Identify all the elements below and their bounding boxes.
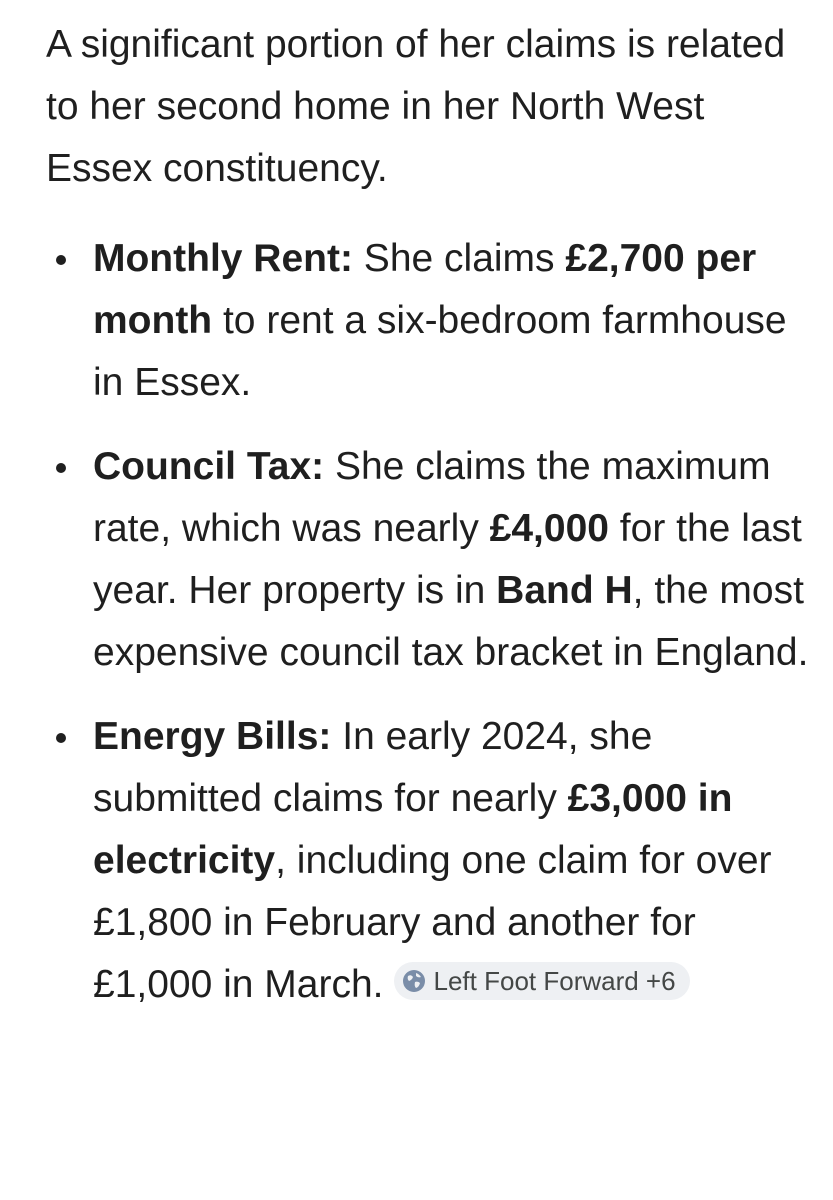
list-item-council-tax (46, 436, 816, 684)
source-chip-label: Left Foot Forward +6 (433, 966, 676, 996)
item-highlight: Band H (496, 569, 633, 612)
item-label: Energy Bills: (93, 715, 332, 758)
list-item-monthly-rent (46, 228, 816, 414)
item-label: Monthly Rent: (93, 237, 353, 280)
expense-list (46, 228, 816, 1016)
globe-icon (402, 969, 426, 993)
item-text: for the last year. Her property is in (93, 507, 802, 612)
item-highlight: £2,700 per month (93, 237, 757, 342)
item-text: She claims (352, 237, 566, 280)
item-label: Council Tax: (93, 445, 325, 488)
item-highlight: £4,000 (489, 507, 609, 550)
item-text: to rent a six-bedroom farmhouse in Essex. (93, 299, 787, 404)
item-highlight: £3,000 in electricity (93, 777, 733, 882)
item-text: , the most expensive council tax bracket in England. (93, 569, 809, 674)
response-content (46, 14, 816, 1016)
item-text: In early 2024, she submitted claims for nearly (93, 715, 653, 820)
bullet-dot (56, 463, 66, 473)
item-text: , including one claim for over £1,800 in February and another for £1,000 in March. (93, 839, 772, 1006)
source-chip-button[interactable] (394, 962, 690, 1000)
intro-paragraph: A significant portion of her claims is related to her second home in her North West Essex constituency. (46, 23, 786, 190)
item-text: She claims the maximum rate, which was nearly (93, 445, 771, 550)
bullet-dot (56, 255, 66, 265)
bullet-dot (56, 733, 66, 743)
list-item-energy-bills (46, 706, 816, 1016)
